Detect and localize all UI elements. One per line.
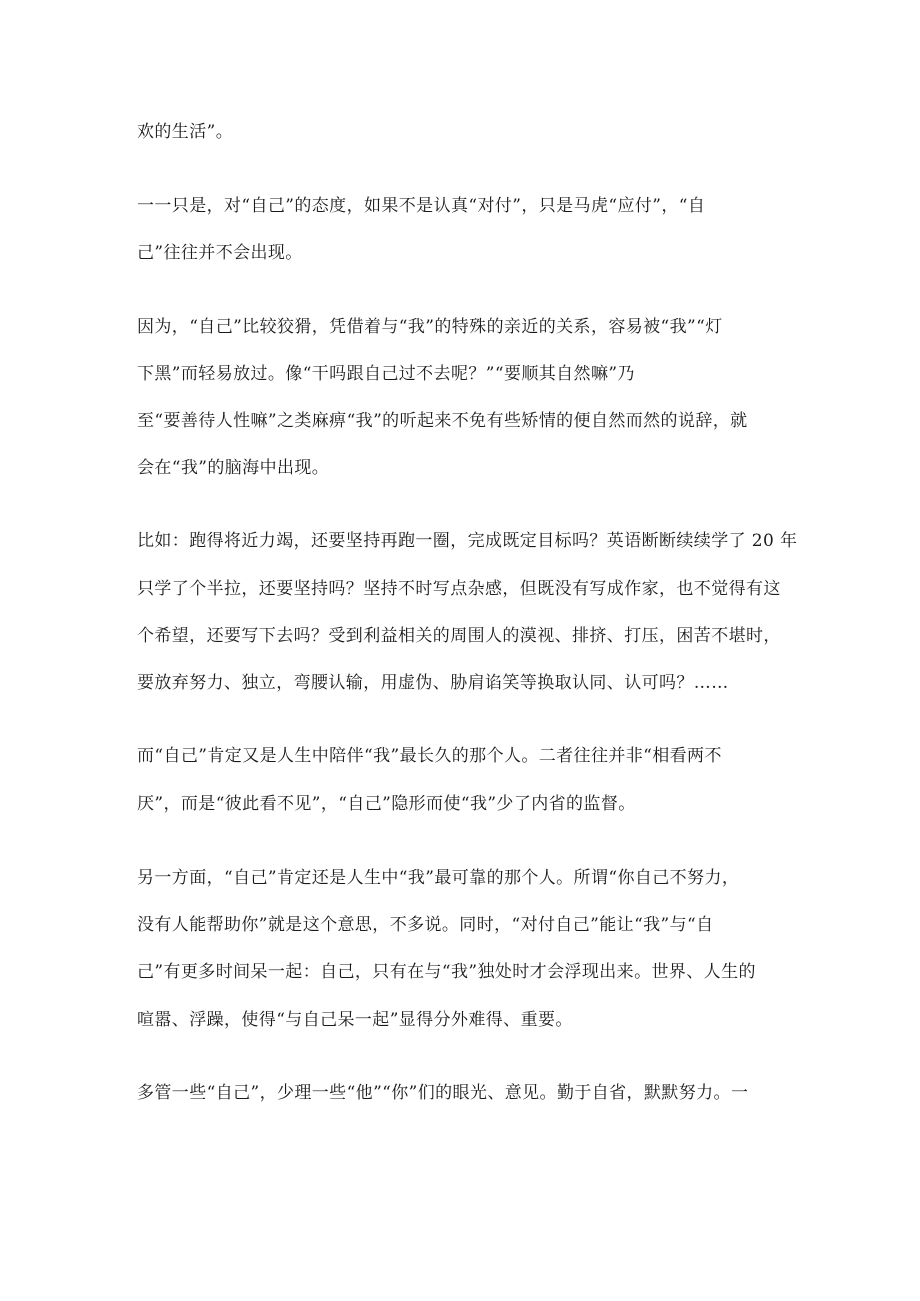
text-line: 己”有更多时间呆一起：自己，只有在与“我”独处时才会浮现出来。世界、人生的 — [137, 962, 756, 982]
text-line: 另一方面，“自己”肯定还是人生中“我”最可靠的那个人。所谓“你自己不努力， — [137, 868, 740, 888]
text-line: 己”往往并不会出现。 — [137, 243, 303, 263]
text-line: 下黑”而轻易放过。像“干吗跟自己过不去呢？”“要顺其自然嘛”乃 — [137, 364, 635, 384]
text-line: 而“自己”肯定又是人生中陪伴“我”最长久的那个人。二者往往并非“相看两不 — [137, 746, 722, 766]
text-line: 至“要善待人性嘛”之类麻痹“我”的听起来不免有些矫情的便自然而然的说辞，就 — [137, 411, 748, 431]
text-line: 厌”，而是“彼此看不见”，“自己”隐形而使“我”少了内省的监督。 — [137, 794, 636, 814]
text-line: 喧嚣、浮躁，使得“与自己呆一起”显得分外难得、重要。 — [137, 1010, 573, 1030]
text-line: 欢的生活”。 — [137, 122, 234, 142]
text-line: 只学了个半拉，还要坚持吗？坚持不时写点杂感，但既没有写成作家，也不觉得有这 — [137, 579, 781, 599]
text-line: 个希望，还要写下去吗？受到利益相关的周围人的漠视、排挤、打压，困苦不堪时， — [137, 626, 781, 646]
text-line: 会在“我”的脑海中出现。 — [137, 458, 330, 478]
text-line: 没有人能帮助你”就是这个意思，不多说。同时，“对付自己”能让“我”与“自 — [137, 915, 714, 935]
text-line: 一一只是，对“自己”的态度，如果不是认真“对付”，只是马虎“应付”，“自 — [137, 196, 706, 216]
text-line: 比如：跑得将近力竭，还要坚持再跑一圈，完成既定目标吗？英语断断续续学了 20 年 — [137, 531, 798, 551]
text-line: 要放弃努力、独立，弯腰认输，用虚伪、胁肩谄笑等换取认同、认可吗？…… — [137, 673, 729, 693]
text-line: 多管一些“自己”，少理一些“他”“你”们的眼光、意见。勤于自省，默默努力。一 — [137, 1083, 749, 1103]
text-line: 因为，“自己”比较狡猾，凭借着与“我”的特殊的亲近的关系，容易被“我”“灯 — [137, 317, 723, 337]
